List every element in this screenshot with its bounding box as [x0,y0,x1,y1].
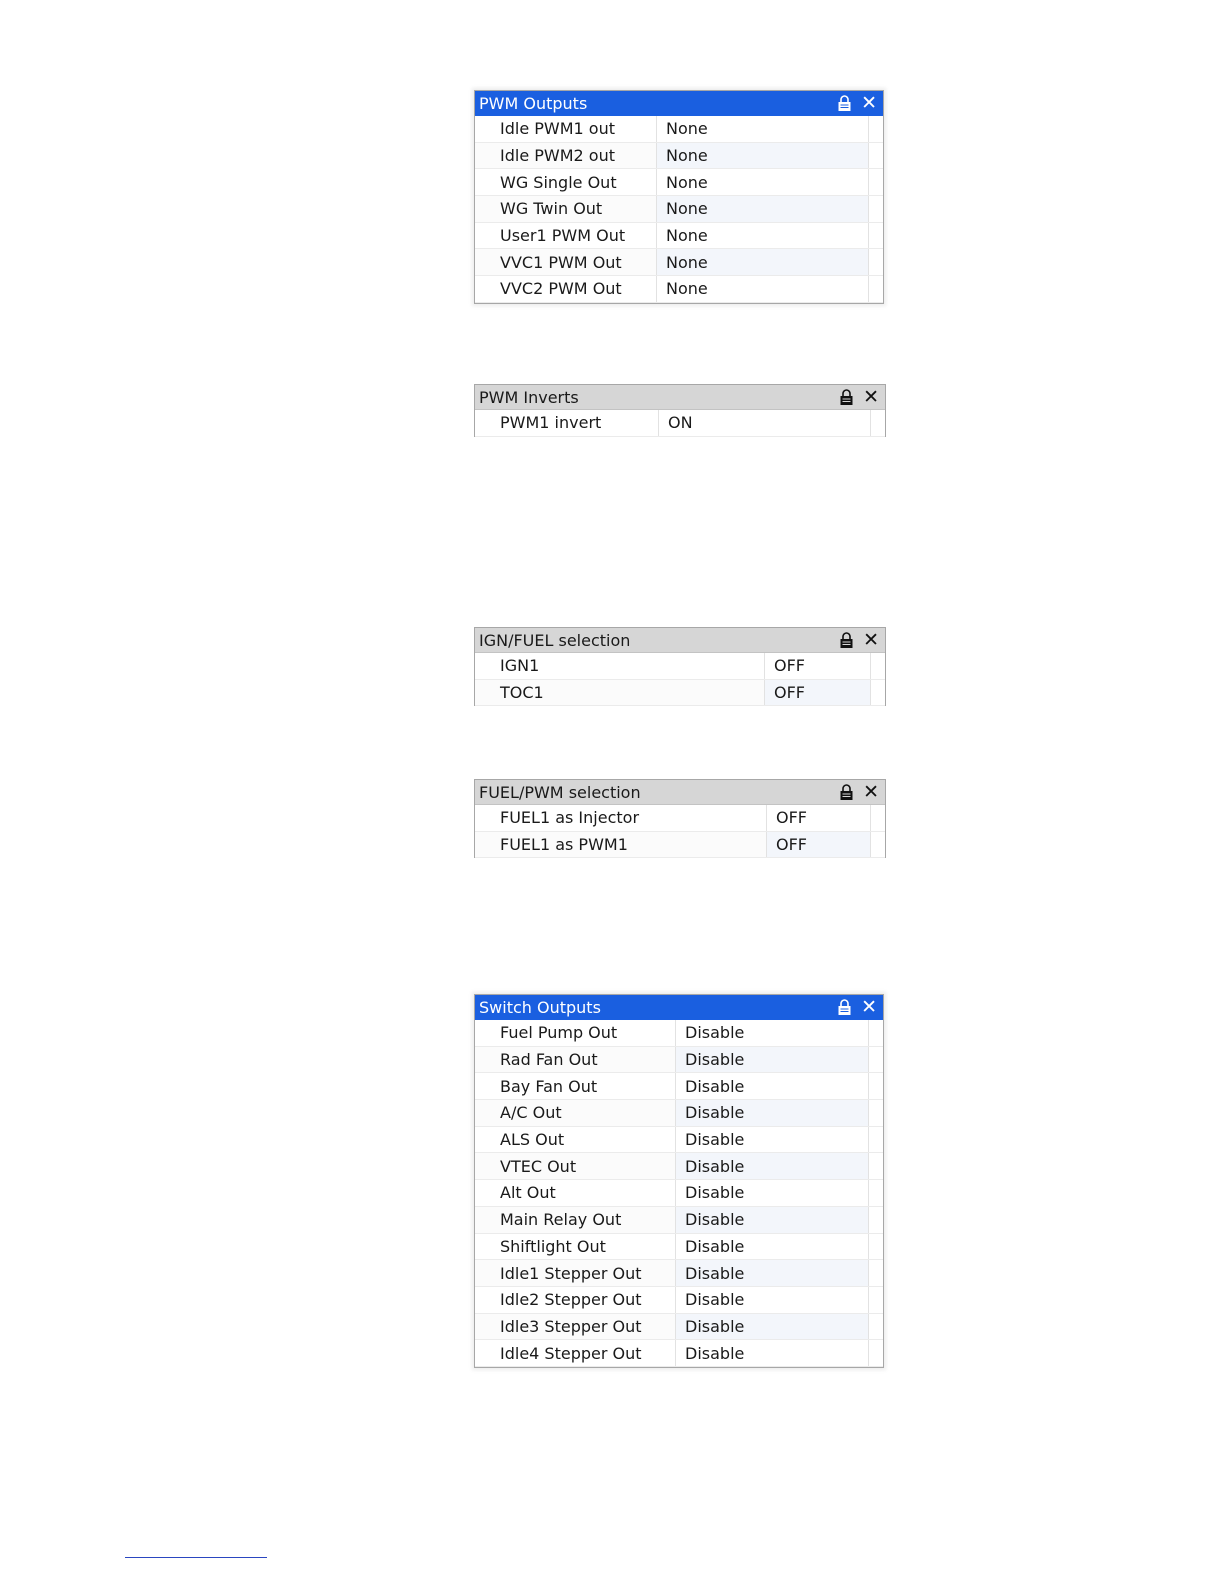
property-value[interactable]: Disable [676,1207,868,1233]
property-value[interactable]: OFF [774,656,805,676]
property-row [475,1340,883,1367]
grid-scroll-strip [868,1100,883,1126]
property-value[interactable]: Disable [685,1130,745,1150]
panel-titlebar[interactable] [475,91,883,116]
property-value[interactable]: OFF [765,680,870,706]
property-row [475,116,883,143]
property-value[interactable]: None [666,119,708,139]
property-value[interactable]: Disable [685,1343,745,1363]
property-label: Idle2 Stepper Out [475,1287,676,1313]
property-row [475,1020,883,1047]
property-row [475,832,885,859]
property-row [475,1234,883,1261]
grid-scroll-strip [868,1047,883,1073]
property-value[interactable]: None [657,143,868,169]
lock-icon[interactable] [839,632,854,649]
property-value[interactable]: None [666,279,708,299]
fuel-pwm-selection-panel [474,779,886,858]
property-label: FUEL1 as PWM1 [475,832,767,858]
grid-scroll-strip [868,1207,883,1233]
property-grid [475,1020,883,1367]
property-row [475,196,883,223]
property-grid [475,410,885,437]
ign-fuel-selection-panel [474,627,886,706]
property-value[interactable]: Disable [676,1047,868,1073]
property-label: VVC1 PWM Out [475,249,657,275]
close-icon[interactable]: ✕ [861,92,877,114]
property-row [475,1047,883,1074]
grid-scroll-strip [870,832,885,858]
switch-outputs-panel [474,994,884,1368]
property-label: PWM1 invert [475,410,659,436]
grid-scroll-strip [868,249,883,275]
property-label: Idle PWM1 out [475,116,657,142]
property-value[interactable]: Disable [676,1314,868,1340]
property-value[interactable]: OFF [776,808,807,828]
property-label: Fuel Pump Out [475,1020,676,1046]
lock-icon[interactable] [837,999,852,1016]
grid-scroll-strip [868,1287,883,1313]
lock-icon[interactable] [839,784,854,801]
grid-scroll-strip [868,1340,883,1366]
grid-scroll-strip [868,196,883,222]
grid-scroll-strip [868,1180,883,1206]
grid-scroll-strip [868,1260,883,1286]
property-row [475,1180,883,1207]
property-grid [475,805,885,858]
grid-scroll-strip [868,1127,883,1153]
grid-scroll-strip [870,653,885,679]
property-row [475,1287,883,1314]
lock-icon[interactable] [837,95,852,112]
property-row [475,249,883,276]
property-row [475,1073,883,1100]
property-value[interactable]: Disable [685,1023,745,1043]
property-label: ALS Out [475,1127,676,1153]
grid-scroll-strip [868,1020,883,1046]
grid-scroll-strip [868,1073,883,1099]
property-label: VVC2 PWM Out [475,276,657,302]
panel-titlebar[interactable] [475,385,885,410]
property-row [475,805,885,832]
close-icon[interactable]: ✕ [863,781,879,803]
grid-scroll-strip [868,1153,883,1179]
panel-title: PWM Inverts [479,387,579,407]
panel-titlebar[interactable] [475,995,883,1020]
property-value[interactable]: Disable [676,1100,868,1126]
grid-scroll-strip [868,169,883,195]
grid-scroll-strip [870,805,885,831]
property-label: TOC1 [475,680,765,706]
property-label: IGN1 [475,653,765,679]
property-label: Alt Out [475,1180,676,1206]
property-value[interactable]: Disable [685,1076,745,1096]
property-row [475,276,883,303]
pwm-inverts-panel [474,384,886,437]
property-row [475,169,883,196]
property-value[interactable]: Disable [685,1236,745,1256]
close-icon[interactable]: ✕ [861,996,877,1018]
property-grid [475,653,885,706]
property-label: Idle3 Stepper Out [475,1314,676,1340]
grid-scroll-strip [868,276,883,302]
lock-icon[interactable] [839,389,854,406]
close-icon[interactable]: ✕ [863,386,879,408]
property-label: WG Single Out [475,169,657,195]
property-value[interactable]: Disable [685,1183,745,1203]
footnote-separator [125,1557,267,1558]
grid-scroll-strip [870,680,885,706]
property-row [475,680,885,707]
panel-titlebar[interactable] [475,780,885,805]
property-label: User1 PWM Out [475,223,657,249]
property-row [475,1207,883,1234]
property-row [475,1127,883,1154]
grid-scroll-strip [868,143,883,169]
property-value[interactable]: None [666,226,708,246]
pwm-outputs-panel [474,90,884,304]
property-row [475,1260,883,1287]
close-icon[interactable]: ✕ [863,629,879,651]
property-value[interactable]: Disable [676,1260,868,1286]
property-label: Idle1 Stepper Out [475,1260,676,1286]
property-label: Idle4 Stepper Out [475,1340,676,1366]
panel-title: FUEL/PWM selection [479,782,641,802]
grid-scroll-strip [868,223,883,249]
property-row [475,1314,883,1341]
property-value[interactable]: ON [668,413,693,433]
property-label: WG Twin Out [475,196,657,222]
property-value[interactable]: OFF [767,832,870,858]
property-row [475,1153,883,1180]
property-row [475,653,885,680]
property-row [475,1100,883,1127]
property-label: A/C Out [475,1100,676,1126]
panel-titlebar[interactable] [475,628,885,653]
property-value[interactable]: None [657,249,868,275]
panel-title: Switch Outputs [479,998,601,1017]
property-value[interactable]: Disable [685,1290,745,1310]
property-label: Main Relay Out [475,1207,676,1233]
property-label: Bay Fan Out [475,1073,676,1099]
property-value[interactable]: Disable [676,1153,868,1179]
panel-title: IGN/FUEL selection [479,630,631,650]
panel-title: PWM Outputs [479,94,588,113]
grid-scroll-strip [868,1234,883,1260]
property-value[interactable]: None [666,172,708,192]
property-grid [475,116,883,303]
property-row [475,143,883,170]
property-label: FUEL1 as Injector [475,805,767,831]
property-row [475,223,883,250]
property-value[interactable]: None [657,196,868,222]
property-row [475,410,885,437]
property-label: Shiftlight Out [475,1234,676,1260]
property-label: VTEC Out [475,1153,676,1179]
property-label: Idle PWM2 out [475,143,657,169]
grid-scroll-strip [868,116,883,142]
property-label: Rad Fan Out [475,1047,676,1073]
grid-scroll-strip [870,410,885,436]
grid-scroll-strip [868,1314,883,1340]
